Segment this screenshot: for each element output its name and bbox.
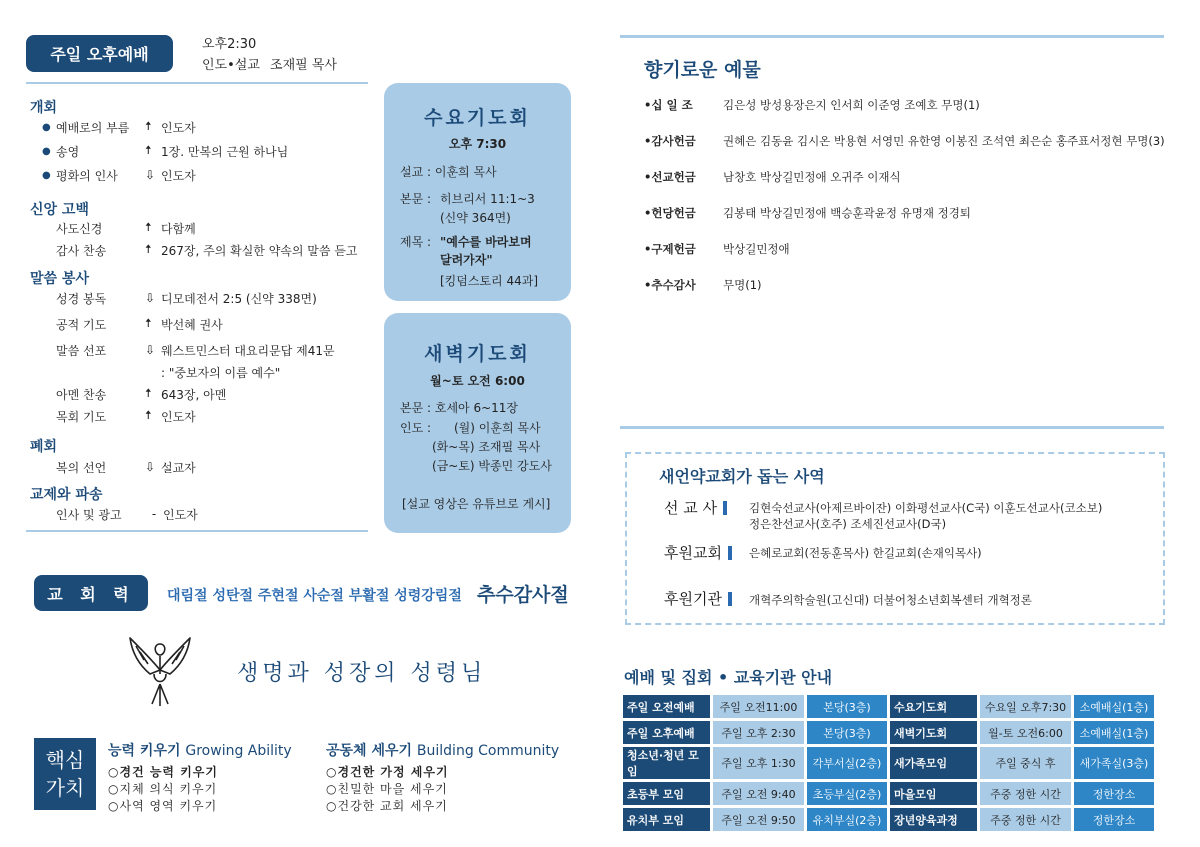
core-label-1: 핵심 <box>45 748 85 772</box>
service-time: 오후2:30 <box>202 37 257 52</box>
fellowship-list <box>42 505 198 523</box>
order-row: 공적 기도 🠅 박선혜 권사 <box>42 315 335 333</box>
dash-icon: - <box>151 507 157 521</box>
core-col-1-item: ○경건 능력 키우기 <box>108 765 218 779</box>
table-row: 유치부 모임 주일 오전 9:50 유치부실(2층) 장년양육과정 주중 정한 시간 정한장소 <box>623 808 1154 831</box>
missionary-bar <box>723 501 727 515</box>
ministry-org-row <box>664 588 732 609</box>
wednesday-subject-label: 제목 : <box>400 235 432 249</box>
offering-row: •구제헌금 박상길민정애 <box>644 242 790 256</box>
wednesday-text: 히브리서 11:1~3 <box>440 192 535 206</box>
arrow-up-icon: 🠅 <box>145 385 152 400</box>
wednesday-preacher: 설교 : 이훈희 목사 <box>400 165 497 179</box>
missionary-line-1: 김현숙선교사(아제르바이잔) 이화평선교사(C국) 이훈도선교사(코소보) <box>749 501 1103 515</box>
dawn-time: 월~토 오전 6:00 <box>430 374 525 388</box>
order-row: 목회 기도 🠅 인도자 <box>42 407 335 425</box>
arrow-up-icon: 🠅 <box>145 118 152 133</box>
wednesday-series: [킹덤스토리 44과] <box>440 274 538 288</box>
order-row: 사도신경 🠅 다함께 <box>42 219 358 237</box>
calendar-label: 교 회 력 <box>34 575 148 611</box>
dawn-note: [설교 영상은 유튜브로 게시] <box>402 497 551 511</box>
calendar-seasons: 대림절 성탄절 주현절 사순절 부활절 성령강림절 <box>167 588 462 604</box>
core-col-1-head: 능력 키우기 <box>108 743 181 759</box>
section-fellowship-title: 교제와 파송 <box>30 487 103 503</box>
arrow-down-icon: ⇩ <box>145 168 156 182</box>
church-text: 은혜로교회(전동훈목사) 한길교회(손재익목사) <box>749 546 982 560</box>
core-label-2: 가치 <box>45 776 85 800</box>
order-row: 말씀 선포 ⇩ 웨스트민스터 대요리문답 제41문 <box>56 343 335 358</box>
table-row: 주일 오후예배 주일 오후 2:30 본당(3층) 새벽기도회 월-토 오전6:00 소예배실(1층) <box>623 721 1154 744</box>
core-col-1-item: ○사역 영역 키우기 <box>108 799 218 813</box>
core-col-2-item: ○친밀한 마을 세우기 <box>326 782 448 796</box>
section-opening-title: 개회 <box>30 100 58 116</box>
table-row: 청소년·청년 모임 주일 오후 1:30 각부서실(2층) 새가족모임 주일 중식 후 새가족실(3층) <box>623 747 1154 779</box>
ministry-church-row <box>664 542 732 563</box>
table-row: 주일 오전예배 주일 오전11:00 본당(3층) 수요기도회 수요일 오후7:30 소예배실(1층) <box>623 695 1154 718</box>
core-col-1 <box>108 740 292 814</box>
offering-row: •감사헌금 권혜은 김동윤 김시온 박용현 서영민 유한영 이봉진 조석연 최은순 홍주표서정현 무명(3) <box>644 134 1165 148</box>
wednesday-box <box>384 83 571 301</box>
schedule-table <box>620 692 1157 834</box>
schedule-title: 예배 및 집회 • 교육기관 안내 <box>624 668 833 687</box>
org-label: 후원기관 <box>664 590 722 608</box>
calendar-theme: 생명과 성장의 성령님 <box>237 661 487 686</box>
arrow-down-icon: ⇩ <box>145 460 156 474</box>
core-col-2-en: Building Community <box>416 743 560 759</box>
org-text: 개혁주의학술원(고신대) 더불어청소년회복센터 개혁정론 <box>749 593 1032 607</box>
offering-title: 향기로운 예물 <box>644 59 761 81</box>
ministry-title: 새언약교회가 돕는 사역 <box>659 467 825 486</box>
wednesday-title: 수요기도회 <box>424 107 531 129</box>
church-bar <box>728 546 732 560</box>
order-row: ● 평화의 인사 ⇩ 인도자 <box>42 168 196 183</box>
service-title: 주일 오후예배 <box>26 35 173 72</box>
core-col-2 <box>326 740 559 814</box>
core-col-2-item: ○경건한 가정 세우기 <box>326 765 449 779</box>
arrow-up-icon: 🠅 <box>145 315 152 330</box>
missionary-line-2: 정은찬선교사(호주) 조세진선교사(D국) <box>749 517 947 531</box>
arrow-up-icon: 🠅 <box>145 142 152 157</box>
offering-bottom-divider <box>620 426 1164 429</box>
confession-list <box>42 219 358 259</box>
dawn-lead-label: 인도 : <box>400 421 432 435</box>
dove-icon <box>124 630 196 708</box>
section-word-title: 말씀 봉사 <box>30 271 89 287</box>
wednesday-text-label: 본문 : <box>400 192 432 206</box>
arrow-up-icon: 🠅 <box>145 241 152 256</box>
header-divider <box>26 82 368 84</box>
order-row: 성경 봉독 ⇩ 디모데전서 2:5 (신약 338면) <box>56 291 317 306</box>
offering-row: •헌당헌금 김봉태 박상길민정애 백승훈곽윤정 유명재 정경퇴 <box>644 206 971 220</box>
dawn-title: 새벽기도회 <box>424 343 531 365</box>
order-row: 인사 및 광고 - 인도자 <box>56 507 198 522</box>
wednesday-text-page: (신약 364면) <box>440 211 511 225</box>
core-col-2-head: 공동체 세우기 <box>326 743 413 759</box>
order-row: 감사 찬송 🠅 267장, 주의 확실한 약속의 말씀 듣고 <box>42 241 358 259</box>
church-label: 후원교회 <box>664 544 722 562</box>
arrow-up-icon: 🠅 <box>145 219 152 234</box>
service-leader-label: 인도•설교 <box>202 58 260 73</box>
closing-list <box>42 458 196 476</box>
order-row: 복의 선언 ⇩ 설교자 <box>56 460 196 475</box>
word-list <box>42 289 335 425</box>
core-col-2-item: ○건강한 교회 세우기 <box>326 799 448 813</box>
offering-row: •십 일 조 김은성 방성용장은지 인서희 이준영 조예호 무명(1) <box>644 98 980 112</box>
dawn-text: 본문 : 호세아 6~11장 <box>400 401 518 415</box>
order-row: 아멘 찬송 🠅 643장, 아멘 <box>42 385 335 403</box>
opening-list <box>42 118 288 184</box>
service-leader <box>202 54 337 73</box>
table-row: 초등부 모임 주일 오전 9:40 초등부실(2층) 마을모임 주중 정한 시간 정한장소 <box>623 782 1154 805</box>
offering-row: •선교헌금 남창호 박상길민정애 오귀주 이재식 <box>644 170 901 184</box>
service-leader-name: 조재필 목사 <box>270 58 337 73</box>
order-divider <box>26 530 368 532</box>
dawn-lead-tue: (화~목) 조재필 목사 <box>432 440 541 454</box>
sermon-title: : "중보자의 이름 예수" <box>161 365 281 380</box>
core-values-label <box>34 738 96 810</box>
missionary-label: 선 교 사 <box>664 499 718 517</box>
section-confession-title: 신앙 고백 <box>30 202 89 218</box>
core-col-1-item: ○지체 의식 키우기 <box>108 782 218 796</box>
core-col-1-en: Growing Ability <box>185 743 292 759</box>
wednesday-subject-2: 달려가자" <box>440 253 493 267</box>
dawn-lead-fri: (금~토) 박종민 강도사 <box>432 459 552 473</box>
arrow-down-icon: ⇩ <box>145 291 156 305</box>
order-row: ● 송영 🠅 1장. 만복의 근원 하나님 <box>42 142 288 160</box>
offering-row: •추수감사 무명(1) <box>644 278 762 292</box>
arrow-down-icon: ⇩ <box>145 343 156 357</box>
ministry-missionary-row <box>664 497 727 518</box>
wednesday-time: 오후 7:30 <box>448 137 507 151</box>
arrow-up-icon: 🠅 <box>145 407 152 422</box>
order-row: ● 예배로의 부름 🠅 인도자 <box>42 118 288 136</box>
dawn-lead-mon: (월) 이훈희 목사 <box>454 421 541 435</box>
wednesday-subject: "예수를 바라보며 <box>440 235 532 249</box>
calendar-current: 추수감사절 <box>477 584 569 606</box>
section-closing-title: 폐회 <box>30 439 58 455</box>
dawn-box <box>384 313 571 533</box>
offering-top-divider <box>620 35 1164 38</box>
org-bar <box>728 592 732 606</box>
